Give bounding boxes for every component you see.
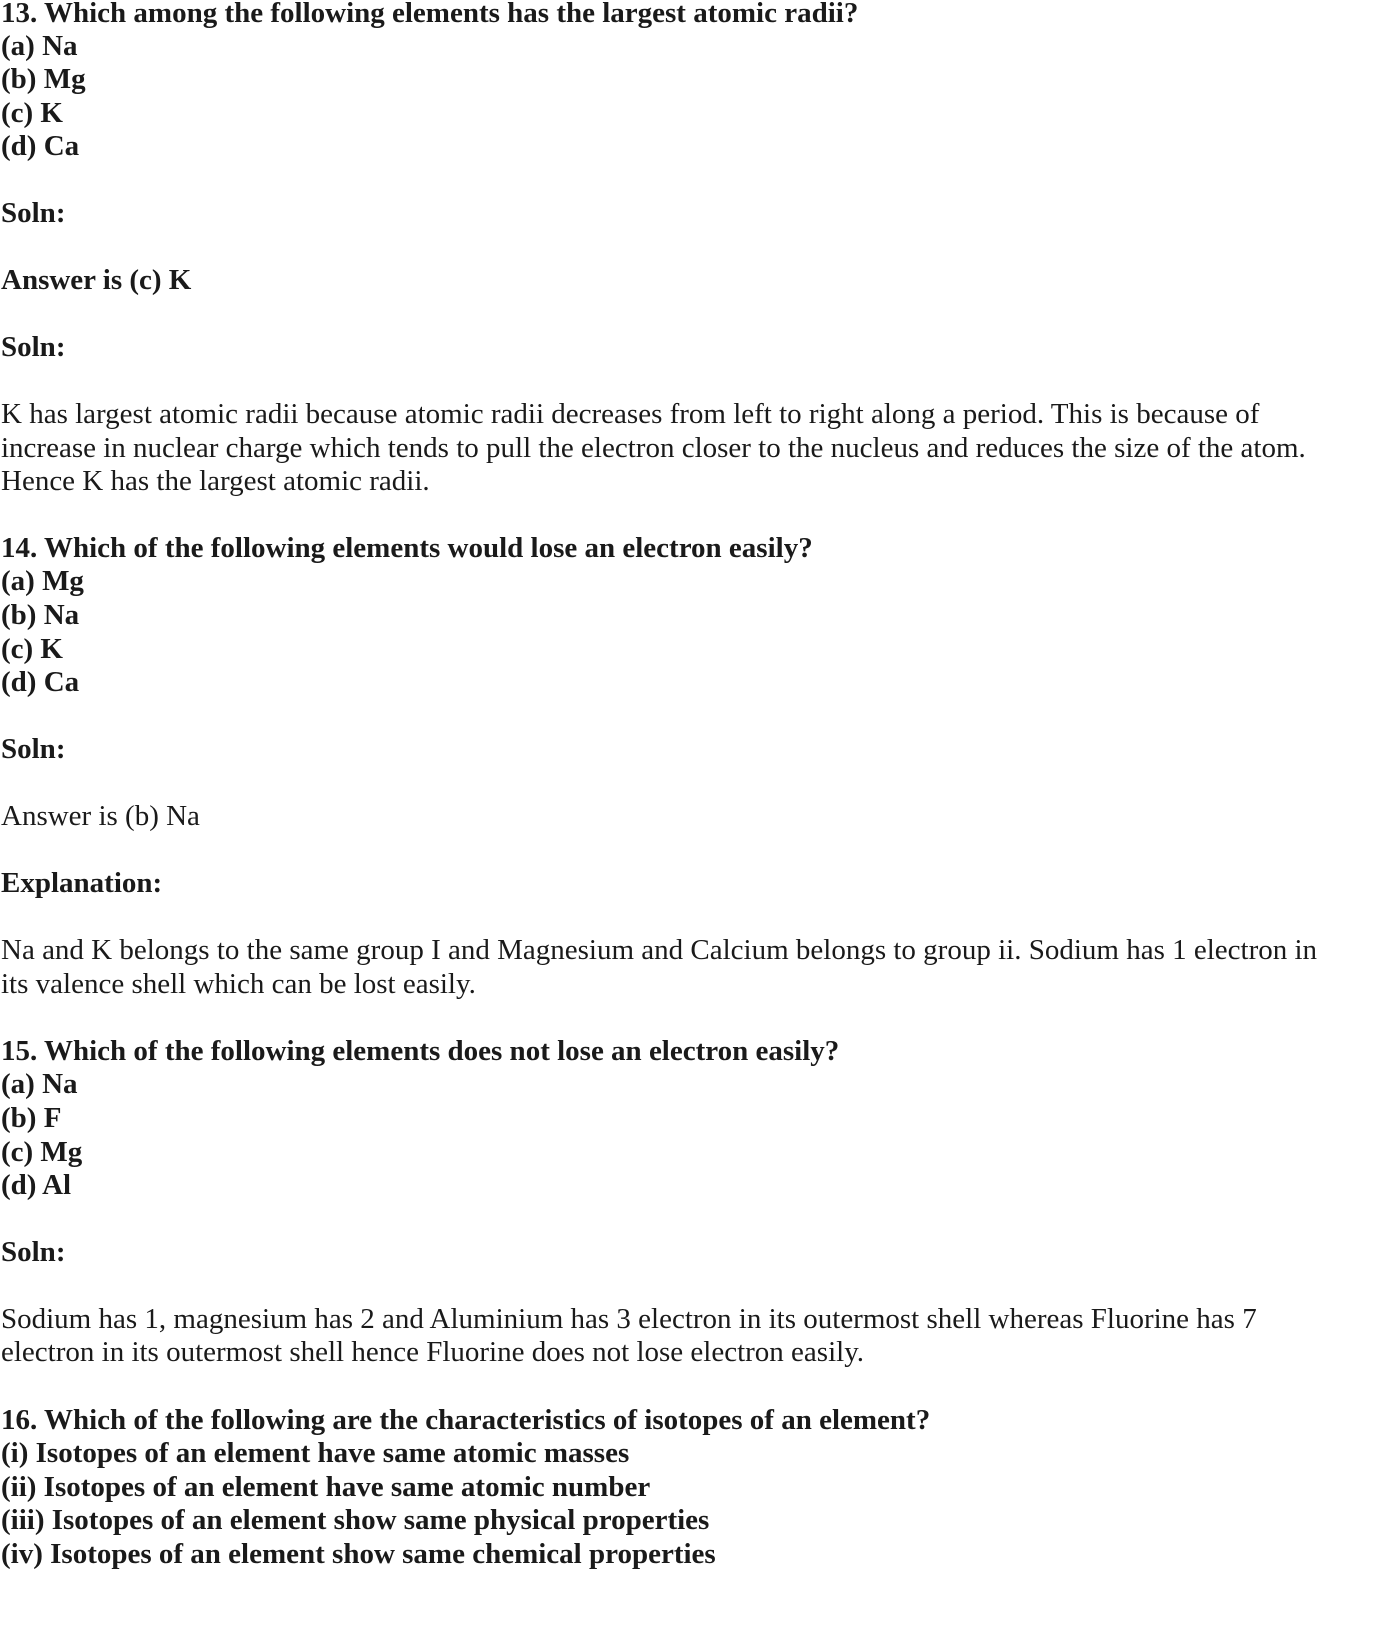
q15-question: 15. Which of the following elements does not lose an electron easily? xyxy=(1,1035,840,1067)
q14-option-c: (c) K xyxy=(1,633,63,665)
q16-statement-iv: (iv) Isotopes of an element show same chemical properties xyxy=(1,1538,716,1570)
q13-answer: Answer is (c) K xyxy=(1,264,192,296)
q13-explanation-line: increase in nuclear charge which tends to pull the electron closer to the nucleus and reduces the size of the atom. xyxy=(1,432,1306,464)
q13-soln-label-2: Soln: xyxy=(1,331,66,363)
q13-option-b: (b) Mg xyxy=(1,63,86,95)
q13-option-d: (d) Ca xyxy=(1,130,80,162)
q15-option-a: (a) Na xyxy=(1,1068,78,1100)
q13-option-c: (c) K xyxy=(1,97,63,129)
q14-option-a: (a) Mg xyxy=(1,565,84,597)
q14-explanation-label: Explanation: xyxy=(1,867,163,899)
q13-option-a: (a) Na xyxy=(1,30,78,62)
q14-option-b: (b) Na xyxy=(1,599,80,631)
q16-question: 16. Which of the following are the characteristics of isotopes of an element? xyxy=(1,1404,931,1436)
q14-soln-label: Soln: xyxy=(1,733,66,765)
q14-explanation-line: its valence shell which can be lost easily. xyxy=(1,968,476,1000)
q14-answer: Answer is (b) Na xyxy=(1,800,200,832)
q13-soln-label: Soln: xyxy=(1,197,66,229)
q14-explanation-line: Na and K belongs to the same group I and Magnesium and Calcium belongs to group ii. Sodium has 1 electron in xyxy=(1,934,1318,966)
q15-explanation-line: Sodium has 1, magnesium has 2 and Aluminium has 3 electron in its outermost shell whereas Fluorine has 7 xyxy=(1,1303,1257,1335)
q15-explanation-line: electron in its outermost shell hence Fluorine does not lose electron easily. xyxy=(1,1336,865,1368)
q14-option-d: (d) Ca xyxy=(1,666,80,698)
q13-question: 13. Which among the following elements has the largest atomic radii? xyxy=(1,0,859,29)
q15-option-c: (c) Mg xyxy=(1,1136,83,1168)
q15-option-d: (d) Al xyxy=(1,1169,72,1201)
q16-statement-i: (i) Isotopes of an element have same atomic masses xyxy=(1,1437,630,1469)
q13-explanation-line: K has largest atomic radii because atomic radii decreases from left to right along a period. This is because of xyxy=(1,398,1260,430)
q15-option-b: (b) F xyxy=(1,1102,62,1134)
q16-statement-iii: (iii) Isotopes of an element show same physical properties xyxy=(1,1504,710,1536)
q15-soln-label: Soln: xyxy=(1,1236,66,1268)
q14-question: 14. Which of the following elements would lose an electron easily? xyxy=(1,532,813,564)
q16-statement-ii: (ii) Isotopes of an element have same atomic number xyxy=(1,1471,651,1503)
q13-explanation-line: Hence K has the largest atomic radii. xyxy=(1,465,430,497)
